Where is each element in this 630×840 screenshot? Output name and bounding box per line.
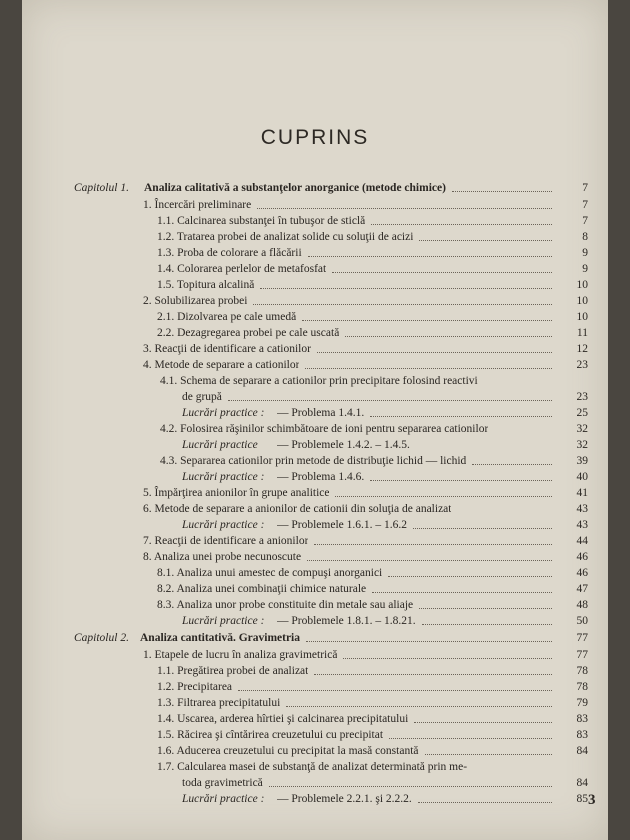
toc-entry-page: 32 <box>576 439 588 451</box>
toc-entry-page: 77 <box>576 632 588 644</box>
toc-entry <box>22 775 608 791</box>
dot-leader <box>317 341 552 353</box>
toc-entry-page: 10 <box>576 279 588 291</box>
toc-entry-title: — Problemele 2.2.1. şi 2.2.2. <box>277 793 412 805</box>
toc-entry-page: 23 <box>576 391 588 403</box>
toc-entry <box>22 630 608 646</box>
dot-leader <box>370 469 552 481</box>
toc-entry-page: 78 <box>576 665 588 677</box>
toc-entry-title: 8.3. Analiza unor probe constituite din metale sau aliaje <box>157 599 414 611</box>
dot-leader <box>308 245 552 257</box>
toc-entry-title: Analiza calitativă a substanţelor anorganice (metode chimice) <box>144 182 446 194</box>
toc-entry-title: 2. Solubilizarea probei <box>143 295 248 307</box>
toc-entry-title: 1.2. Precipitarea <box>157 681 233 693</box>
toc-entry <box>22 229 608 245</box>
toc-entry <box>22 373 608 389</box>
toc-entry <box>22 581 608 597</box>
dot-leader <box>302 309 552 321</box>
toc-entry-title: 7. Reacţii de identificare a anionilor <box>143 535 309 547</box>
toc-entry-title: — Problemele 1.8.1. – 1.8.21. <box>277 615 416 627</box>
toc-entry-label: Capitolul 1. <box>74 182 129 194</box>
toc-entry <box>22 759 608 775</box>
toc-entry-page: 84 <box>576 745 588 757</box>
toc-entry <box>22 277 608 293</box>
toc-entry-title: — Problemele 1.6.1. – 1.6.2 <box>277 519 407 531</box>
toc-entry-page: 50 <box>576 615 588 627</box>
toc-entry-title: 1.3. Filtrarea precipitatului <box>157 697 281 709</box>
toc-entry-page: 44 <box>576 535 588 547</box>
toc-entry-page: 47 <box>576 583 588 595</box>
toc-entry-title: — Problemele 1.4.2. – 1.4.5. <box>277 439 410 451</box>
toc-entry-title: de grupă <box>182 391 222 403</box>
toc-entry-page: 83 <box>576 729 588 741</box>
toc-entry-page: 7 <box>582 199 588 211</box>
toc-entry-title: 3. Reacţii de identificare a cationilor <box>143 343 311 355</box>
toc-entry-title: 8.1. Analiza unui amestec de compuşi anorganici <box>157 567 383 579</box>
toc-entry-title: 4.1. Schema de separare a cationilor prin precipitare folosind reactivi <box>160 375 478 387</box>
toc-entry-title: toda gravimetrică <box>182 777 263 789</box>
toc-entry-page: 43 <box>576 519 588 531</box>
toc-entry <box>22 405 608 421</box>
toc-entry-page: 46 <box>576 551 588 563</box>
toc-entry-page: 46 <box>576 567 588 579</box>
toc-entry-title: — Problema 1.4.6. <box>277 471 365 483</box>
toc-entry-title: 4.3. Separarea cationilor prin metode de distribuţie lichid — lichid <box>160 455 467 467</box>
dot-leader <box>307 549 552 561</box>
toc-entry-title: 1.1. Pregătirea probei de analizat <box>157 665 309 677</box>
dot-leader <box>335 485 552 497</box>
toc-entry-label: Lucrări practice <box>182 439 258 451</box>
toc-entry <box>22 197 608 213</box>
toc-entry <box>22 791 608 807</box>
dot-leader <box>472 453 552 465</box>
dot-leader <box>345 325 552 337</box>
toc-entry-title: 8. Analiza unei probe necunoscute <box>143 551 302 563</box>
toc-entry-title: 1.1. Calcinarea substanţei în tubuşor de sticlă <box>157 215 366 227</box>
toc-entry-title: Analiza cantitativă. Gravimetria <box>140 632 301 644</box>
toc-entry <box>22 293 608 309</box>
toc-entry <box>22 180 608 196</box>
toc-entry <box>22 341 608 357</box>
toc-entry <box>22 517 608 533</box>
toc-entry <box>22 309 608 325</box>
toc-entry <box>22 597 608 613</box>
toc-entry <box>22 437 608 453</box>
toc-entry-title: 1.6. Aducerea creuzetului cu precipitat la masă constantă <box>157 745 419 757</box>
dot-leader <box>332 261 552 273</box>
toc-entry-page: 23 <box>576 359 588 371</box>
toc-entry <box>22 485 608 501</box>
dot-leader <box>314 533 552 545</box>
dot-leader <box>257 197 552 209</box>
toc-entry-page: 78 <box>576 681 588 693</box>
toc-entry-label: Lucrări practice : <box>182 793 265 805</box>
toc-entry-page: 41 <box>576 487 588 499</box>
toc-entry <box>22 453 608 469</box>
toc-entry-title: 1.4. Colorarea perlelor de metafosfat <box>157 263 327 275</box>
toc-entry <box>22 213 608 229</box>
toc-entry <box>22 727 608 743</box>
dot-leader <box>269 775 552 787</box>
toc-entry-title: 1.2. Tratarea probei de analizat solide cu soluţii de acizi <box>157 231 414 243</box>
toc-entry <box>22 613 608 629</box>
dot-leader <box>370 405 552 417</box>
toc-entry-title: 8.2. Analiza unei combinaţii chimice naturale <box>157 583 367 595</box>
toc-entry <box>22 743 608 759</box>
dot-leader <box>413 517 552 529</box>
toc-entry-title: 6. Metode de separare a anionilor de cationii din soluţia de analizat <box>143 503 452 515</box>
toc-entry-title: 4.2. Folosirea răşinilor schimbătoare de ioni pentru separarea cationilor <box>160 423 489 435</box>
toc-entry <box>22 647 608 663</box>
toc-entry-page: 25 <box>576 407 588 419</box>
toc-entry-title: 1.5. Răcirea şi cîntărirea creuzetului cu precipitat <box>157 729 384 741</box>
dot-leader <box>389 727 552 739</box>
toc-entry-title: 1.4. Uscarea, arderea hîrtiei şi calcinarea precipitatului <box>157 713 409 725</box>
dot-leader <box>343 647 552 659</box>
dot-leader <box>422 613 552 625</box>
toc-entry-page: 85 <box>576 793 588 805</box>
toc-entry-title: — Problema 1.4.1. <box>277 407 365 419</box>
dot-leader <box>253 293 552 305</box>
toc-entry-title: 2.1. Dizolvarea pe cale umedă <box>157 311 297 323</box>
toc-entry-page: 7 <box>582 215 588 227</box>
page-number: 3 <box>588 792 596 808</box>
toc-entry-label: Capitolul 2. <box>74 632 129 644</box>
dot-leader <box>306 630 552 642</box>
toc-entry-label: Lucrări practice : <box>182 471 265 483</box>
toc-entry <box>22 261 608 277</box>
toc-entry-label: Lucrări practice : <box>182 519 265 531</box>
toc-entry <box>22 501 608 517</box>
toc-entry-title: 2.2. Dezagregarea probei pe cale uscată <box>157 327 340 339</box>
dot-leader <box>372 581 552 593</box>
toc-entry-page: 32 <box>576 423 588 435</box>
dot-leader <box>314 663 552 675</box>
toc-entry-page: 48 <box>576 599 588 611</box>
toc-entry-page: 8 <box>582 231 588 243</box>
toc-entry-page: 43 <box>576 503 588 515</box>
toc-entry <box>22 357 608 373</box>
dot-leader <box>419 597 552 609</box>
toc-entry <box>22 695 608 711</box>
dot-leader <box>452 180 552 192</box>
dot-leader <box>305 357 552 369</box>
toc-entry-title: 1.7. Calcularea masei de substanţă de analizat determinată prin me- <box>157 761 468 773</box>
toc-entry-title: 5. Împărţirea anionilor în grupe analitice <box>143 487 330 499</box>
toc-entry-page: 12 <box>576 343 588 355</box>
toc-entry-page: 40 <box>576 471 588 483</box>
dot-leader <box>418 791 552 803</box>
toc-entry-title: 4. Metode de separare a cationilor <box>143 359 300 371</box>
toc-entry-page: 10 <box>576 295 588 307</box>
toc-entry-page: 39 <box>576 455 588 467</box>
toc-entry-page: 9 <box>582 263 588 275</box>
toc-entry-page: 11 <box>576 327 588 339</box>
toc-entry-page: 83 <box>576 713 588 725</box>
toc-entry <box>22 663 608 679</box>
toc-entry-page: 7 <box>582 182 588 194</box>
toc-entry-title: 1. Încercări preliminare <box>143 199 252 211</box>
toc-entry <box>22 245 608 261</box>
dot-leader <box>238 679 552 691</box>
toc-entry-title: 1.3. Proba de colorare a flăcării <box>157 247 302 259</box>
toc-entry <box>22 421 608 437</box>
dot-leader <box>260 277 552 289</box>
toc-entry-title: 1.5. Topitura alcalină <box>157 279 255 291</box>
dot-leader <box>388 565 552 577</box>
dot-leader <box>414 711 552 723</box>
dot-leader <box>425 743 552 755</box>
toc-entry-page: 79 <box>576 697 588 709</box>
toc-entry <box>22 533 608 549</box>
toc-entry-page: 10 <box>576 311 588 323</box>
toc-entry <box>22 679 608 695</box>
toc-entry-label: Lucrări practice : <box>182 615 265 627</box>
toc-entry <box>22 711 608 727</box>
toc-entry-page: 77 <box>576 649 588 661</box>
toc-entry <box>22 565 608 581</box>
toc-entry-page: 9 <box>582 247 588 259</box>
toc-entry-page: 84 <box>576 777 588 789</box>
toc-entry <box>22 549 608 565</box>
toc-entry-label: Lucrări practice : <box>182 407 265 419</box>
dot-leader <box>371 213 552 225</box>
toc-entry-title: 1. Etapele de lucru în analiza gravimetrică <box>143 649 338 661</box>
toc-entry <box>22 389 608 405</box>
dot-leader <box>419 229 552 241</box>
book-page <box>22 0 608 840</box>
toc-entry <box>22 469 608 485</box>
dot-leader <box>286 695 552 707</box>
page-title: CUPRINS <box>260 126 370 149</box>
toc-entry <box>22 325 608 341</box>
dot-leader <box>228 389 552 401</box>
